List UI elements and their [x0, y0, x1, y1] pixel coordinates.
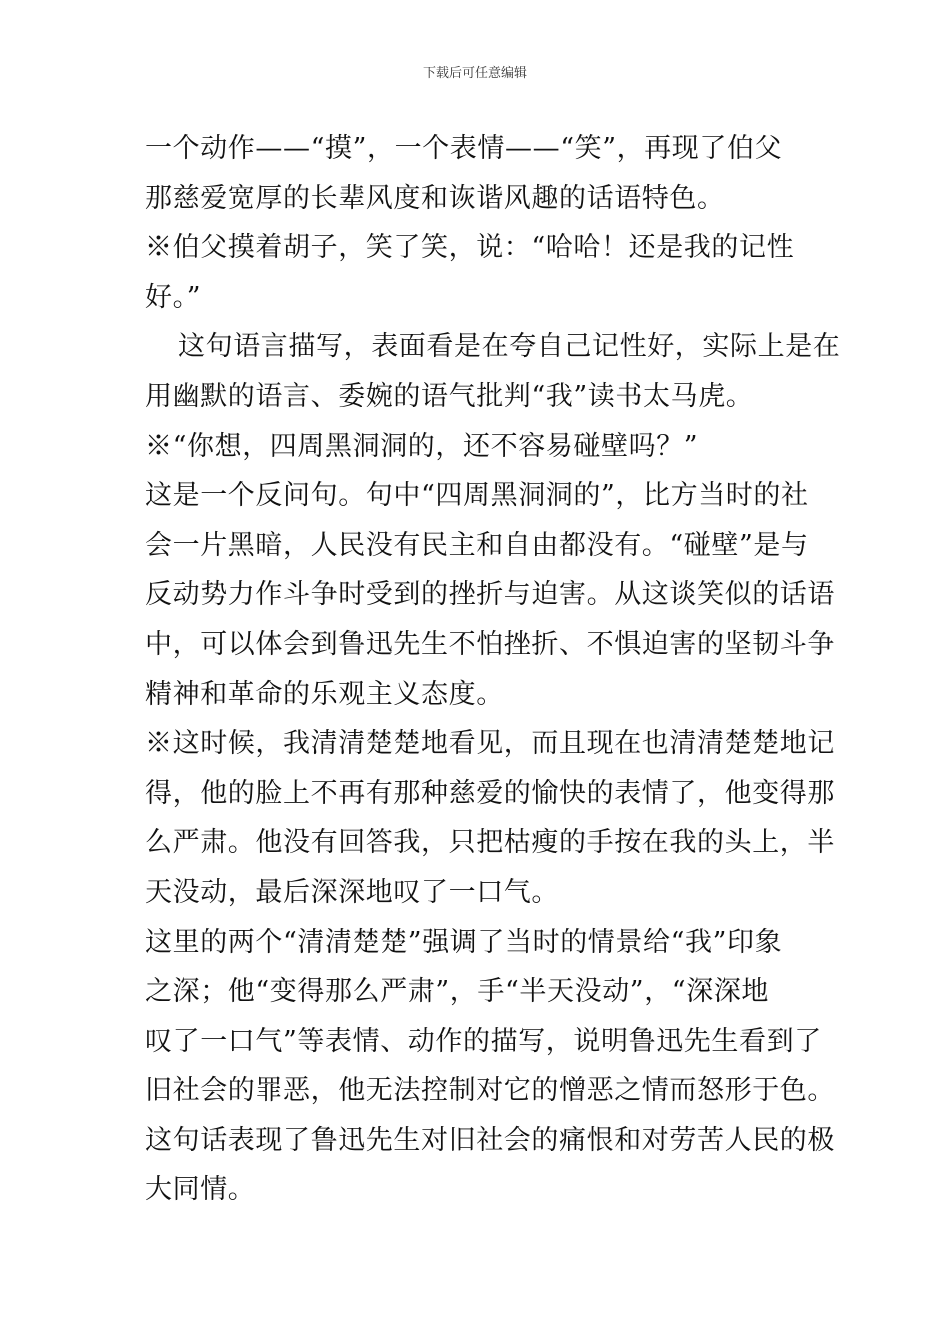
text-line: 精神和革命的乐观主义态度。 [145, 678, 504, 710]
text-line: ※“你想，四周黑洞洞的，还不容易碰壁吗？” [145, 430, 699, 462]
text-line: 一个动作——“摸”，一个表情——“笑”，再现了伯父 [145, 133, 783, 164]
document-body [145, 124, 841, 1215]
text-line: 这句语言描写，表面看是在夸自己记性好，实际上是在 [178, 331, 841, 363]
text-line: 大同情。 [145, 1174, 256, 1206]
text-line: ※这时候，我清清楚楚地看见，而且现在也清清楚楚地记 [145, 728, 835, 760]
text-line: 这是一个反问句。句中“四周黑洞洞的”，比方当时的社 [145, 480, 809, 512]
text-line: 好。” [145, 281, 202, 313]
text-line: 得，他的脸上不再有那种慈爱的愉快的表情了，他变得那 [145, 777, 835, 809]
text-line: 旧社会的罪恶，他无法控制对它的憎恶之情而怒形于色。 [145, 1075, 835, 1107]
text-line: ※伯父摸着胡子，笑了笑，说：“哈哈！还是我的记性 [145, 232, 795, 264]
page-header: 下载后可任意编辑 [422, 66, 527, 81]
text-line: 么严肃。他没有回答我，只把枯瘦的手按在我的头上，半 [145, 827, 835, 859]
text-line: 中，可以体会到鲁迅先生不怕挫折、不惧迫害的坚韧斗争 [145, 628, 835, 660]
text-line: 那慈爱宽厚的长辈风度和诙谐风趣的话语特色。 [145, 182, 725, 214]
text-line: 天没动，最后深深地叹了一口气。 [145, 876, 559, 908]
text-line: 反动势力作斗争时受到的挫折与迫害。从这谈笑似的话语 [145, 579, 835, 611]
text-line: 这里的两个“清清楚楚”强调了当时的情景给“我”印象 [145, 926, 783, 958]
text-line: 用幽默的语言、委婉的语气批判“我”读书太马虎。 [145, 380, 754, 412]
text-line: 叹了一口气”等表情、动作的描写，说明鲁迅先生看到了 [145, 1025, 822, 1057]
text-line: 之深；他“变得那么严肃”，手“半天没动”，“深深地 [145, 976, 770, 1008]
text-line: 会一片黑暗，人民没有民主和自由都没有。“碰壁”是与 [145, 529, 809, 561]
text-line: 这句话表现了鲁迅先生对旧社会的痛恨和对劳苦人民的极 [145, 1124, 835, 1156]
